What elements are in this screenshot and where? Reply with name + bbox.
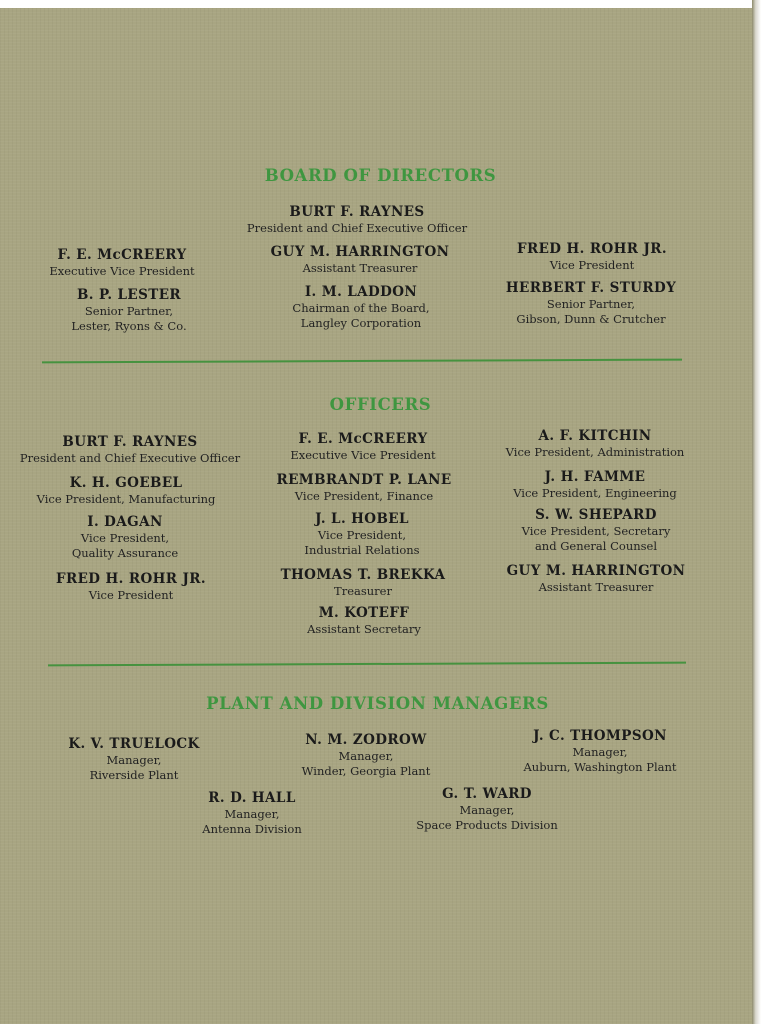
member-name: K. V. TRUELOCK	[68, 736, 200, 752]
member-title: Executive Vice President	[49, 264, 195, 278]
member-title: Assistant Treasurer	[538, 580, 654, 594]
officer	[276, 472, 451, 504]
member-title: Vice President, Finance	[294, 489, 434, 503]
member-title: Vice President,	[80, 531, 170, 545]
member-title: Quality Assurance	[71, 545, 179, 560]
member-title: Vice President, Administration	[505, 445, 685, 459]
member-title: Space Products Division	[416, 817, 558, 832]
member-name: FRED H. ROHR JR.	[55, 571, 207, 587]
member-name: THOMAS T. BREKKA	[280, 567, 446, 583]
board-member	[271, 244, 450, 276]
member-title: Industrial Relations	[304, 542, 420, 557]
officer	[307, 605, 421, 637]
member-title: Senior Partner,	[84, 304, 174, 318]
member-name: GUY M. HARRINGTON	[270, 244, 450, 260]
member-title: Vice President, Manufacturing	[36, 492, 216, 506]
board-heading: BOARD OF DIRECTORS	[264, 166, 497, 185]
member-title: Vice President	[88, 588, 174, 602]
member-name: S. W. SHEPARD	[535, 507, 657, 523]
member-name: K. H. GOEBEL	[69, 475, 183, 491]
member-title: Senior Partner,	[546, 297, 636, 311]
officers-heading: OFFICERS	[329, 395, 432, 414]
member-name: BURT F. RAYNES	[289, 204, 425, 220]
member-title: Chairman of the Board,	[292, 301, 430, 315]
member-title: President and Chief Executive Officer	[246, 221, 468, 235]
member-name: R. D. HALL	[208, 790, 296, 806]
member-title: Antenna Division	[202, 821, 302, 836]
member-name: J. H. FAMME	[544, 469, 646, 485]
plant-manager	[302, 732, 431, 778]
member-title: Auburn, Washington Plant	[523, 759, 677, 774]
member-title: Vice President, Secretary	[521, 524, 671, 538]
member-name: A. F. KITCHIN	[538, 428, 652, 444]
plant-manager	[68, 736, 199, 782]
member-title: Vice President,	[317, 528, 407, 542]
member-title: Treasurer	[334, 584, 392, 598]
member-name: BURT F. RAYNES	[62, 434, 198, 450]
member-title: Vice President, Engineering	[513, 486, 677, 500]
plant-manager	[523, 728, 676, 774]
member-title: Assistant Secretary	[307, 622, 421, 636]
member-title: Lester, Ryons & Co.	[71, 318, 187, 333]
board-member	[292, 284, 429, 330]
member-name: I. M. LADDON	[304, 284, 418, 300]
board-member	[71, 287, 186, 333]
member-name: FRED H. ROHR JR.	[516, 241, 668, 257]
officer	[506, 428, 685, 460]
officer	[513, 469, 677, 501]
board-member	[49, 247, 194, 279]
officer	[72, 514, 178, 560]
plant-manager	[202, 790, 301, 836]
member-title: Manager,	[224, 807, 280, 821]
member-title: and General Counsel	[534, 538, 658, 553]
plant-manager	[416, 786, 558, 832]
officer	[304, 511, 419, 557]
member-title: President and Chief Executive Officer	[19, 451, 241, 465]
member-name: F. E. McCREERY	[298, 431, 428, 447]
officer	[20, 434, 240, 466]
officer	[522, 507, 671, 553]
officer	[290, 431, 435, 463]
officer	[281, 567, 446, 599]
board-member	[247, 204, 467, 236]
officer	[507, 563, 686, 595]
member-title: Riverside Plant	[89, 767, 179, 782]
board-member	[506, 280, 676, 326]
member-title: Manager,	[338, 749, 394, 763]
plants-heading: PLANT AND DIVISION MANAGERS	[206, 694, 549, 713]
member-name: J. L. HOBEL	[315, 511, 409, 527]
member-name: F. E. McCREERY	[57, 247, 187, 263]
board-member	[517, 241, 667, 273]
member-title: Manager,	[572, 745, 628, 759]
member-title: Gibson, Dunn & Crutcher	[516, 311, 666, 326]
member-name: HERBERT F. STURDY	[505, 280, 677, 296]
officer	[56, 571, 206, 603]
page-edge	[752, 0, 761, 1024]
member-name: J. C. THOMPSON	[533, 728, 667, 744]
member-name: B. P. LESTER	[76, 287, 182, 303]
member-title: Langley Corporation	[300, 315, 422, 330]
member-name: REMBRANDT P. LANE	[276, 472, 452, 488]
member-title: Manager,	[106, 753, 162, 767]
member-name: M. KOTEFF	[318, 605, 410, 621]
member-title: Winder, Georgia Plant	[301, 763, 431, 778]
member-title: Manager,	[459, 803, 515, 817]
member-name: N. M. ZODROW	[305, 732, 427, 748]
member-title: Executive Vice President	[290, 448, 436, 462]
member-name: G. T. WARD	[442, 786, 532, 802]
member-title: Assistant Treasurer	[302, 261, 418, 275]
officer	[37, 475, 216, 507]
member-title: Vice President	[549, 258, 635, 272]
member-name: GUY M. HARRINGTON	[506, 563, 686, 579]
member-name: I. DAGAN	[87, 514, 163, 530]
